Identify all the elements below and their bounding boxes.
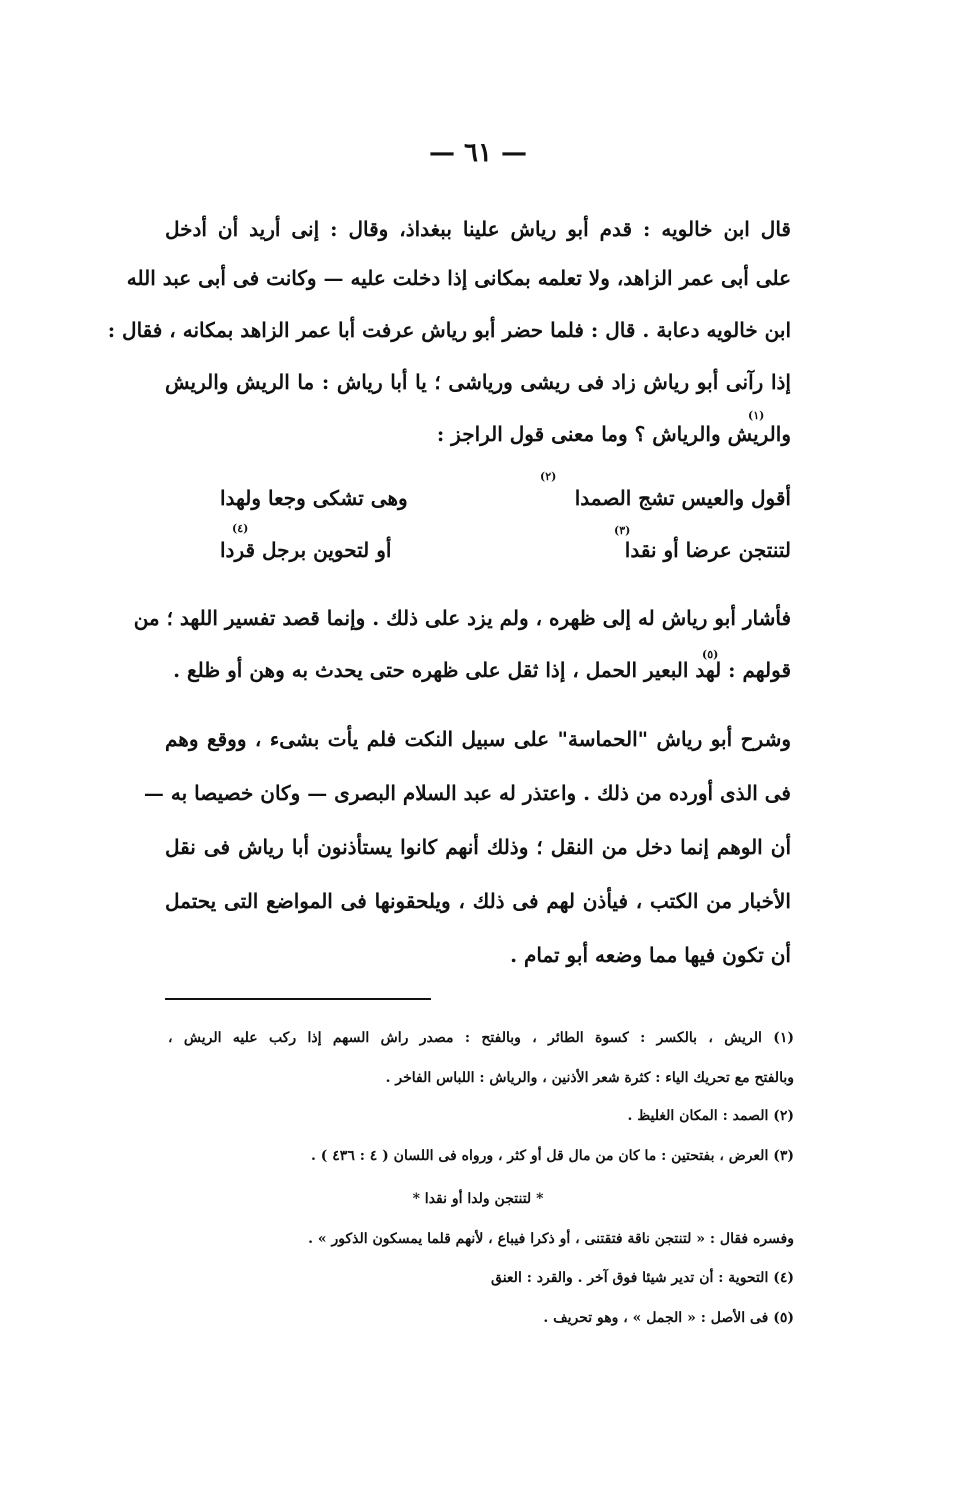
text-line: ابن خالويه دعابة . قال : فلما حضر أبو رياش عرفت أبا عمر الزاهد بمكانه ، فقال :: [107, 318, 791, 342]
text-line: فأشار أبو رياش له إلى ظهره ، ولم يزد على ذلك . وإنما قصد تفسير اللهد ؛ من: [133, 606, 791, 630]
verse-hemistich: لتنتجن عرضا أو نقدا: [624, 538, 791, 562]
text-line: أن الوهم إنما دخل من النقل ؛ وذلك أنهم كانوا يستأذنون أبا رياش فى نقل: [165, 835, 791, 859]
note-mark: (٥): [702, 648, 719, 661]
footnote-divider: [165, 998, 431, 1000]
footnote-line: وفسره فقال : « لتنتجن ناقة فتقتنى ، أو ذكرا فيباع ، لأنهم قلما يمسكون الذكور » .: [308, 1231, 794, 1247]
footnote-verse: * لتنتجن ولدا أو نقدا *: [412, 1191, 544, 1207]
text-line: أن تكون فيها مما وضعه أبو تمام .: [510, 943, 791, 967]
footnote-line: (٢) الصمد : المكان الغليظ .: [627, 1108, 794, 1124]
note-mark: (٢): [540, 470, 557, 483]
note-mark: (١): [748, 409, 765, 422]
footnote-line: (١) الريش ، بالكسر : كسوة الطائر ، وبالفتح : مصدر راش السهم إذا ركب عليه الريش ،: [168, 1030, 794, 1046]
page-number: — ٦١ —: [428, 138, 528, 168]
text-line: إذا رآنى أبو رياش زاد فى ريشى ورياشى ؛ يا أبا رياش : ما الريش والريش: [165, 370, 791, 394]
footnote-line: (٤) التحوية : أن تدير شيئا فوق آخر . والقرد : العنق: [491, 1270, 794, 1286]
note-mark: (٤): [232, 522, 249, 535]
footnote-line: (٣) العرض ، بفتحتين : ما كان من مال قل أو كثر ، ورواه فى اللسان ( ٤ : ٤٣٦ ) .: [311, 1148, 794, 1164]
verse-hemistich: أو لتحوين برجل قردا: [220, 538, 392, 562]
text-line: فى الذى أورده من ذلك . واعتذر له عبد السلام البصرى — وكان خصيصا به —: [143, 781, 791, 805]
footnote-line: (٥) فى الأصل : « الجمل » ، وهو تحريف .: [543, 1310, 794, 1326]
verse-hemistich: وهى تشكى وجعا ولهدا: [220, 486, 408, 510]
verse-hemistich: أقول والعيس تشج الصمدا: [574, 486, 791, 510]
note-mark: (٣): [614, 524, 631, 537]
text-line: على أبى عمر الزاهد، ولا تعلمه بمكانى إذا دخلت عليه — وكانت فى أبى عبد الله: [126, 266, 791, 290]
text-line: وشرح أبو رياش "الحماسة" على سبيل النكت فلم يأت بشىء ، ووقع وهم: [165, 727, 791, 751]
text-line: الأخبار من الكتب ، فيأذن لهم فى ذلك ، ويلحقونها فى المواضع التى يحتمل: [165, 889, 791, 913]
text-line: قال ابن خالويه : قدم أبو رياش علينا ببغداذ، وقال : إنى أريد أن أدخل: [165, 217, 791, 241]
footnote-line: وبالفتح مع تحريك الياء : كثرة شعر الأذنين ، والرياش : اللباس الفاخر .: [385, 1070, 794, 1086]
text-line: قولهم : لهد البعير الحمل ، إذا ثقل على ظهره حتى يحدث به وهن أو ظلع .: [173, 658, 791, 682]
text-line: والريش والرياش ؟ وما معنى قول الراجز :: [436, 422, 791, 446]
